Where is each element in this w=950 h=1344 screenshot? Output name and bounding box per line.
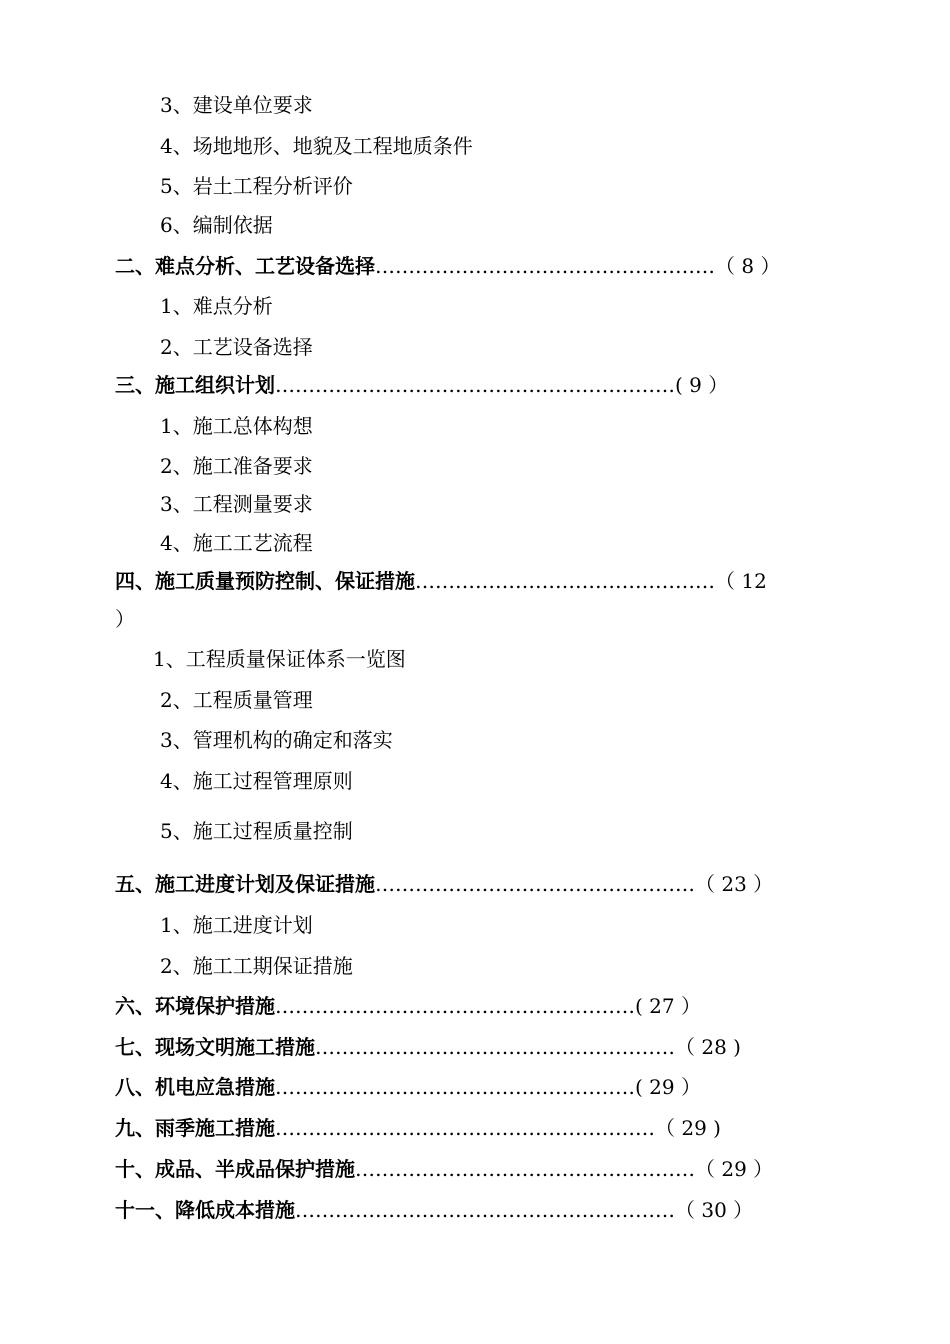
toc-item-equipment-selection	[160, 335, 313, 359]
toc-item-schedule-plan	[160, 913, 313, 937]
toc-item-organization	[160, 728, 393, 752]
toc-section-4	[115, 569, 767, 593]
toc-item-text: 4、施工工艺流程	[160, 531, 313, 555]
toc-item-text: 3、工程测量要求	[160, 492, 313, 516]
toc-page-number: ( 9 ）	[675, 373, 729, 397]
toc-leader-dots: ………………………………………………	[275, 994, 635, 1018]
toc-item-4-site-conditions	[160, 134, 473, 158]
toc-item-text: 1、难点分析	[160, 294, 273, 318]
toc-item-text: 4、施工过程管理原则	[160, 769, 353, 793]
toc-section-title: 九、雨季施工措施	[115, 1116, 275, 1140]
toc-page-number: （ 28 )	[675, 1035, 741, 1059]
toc-section-11	[115, 1198, 753, 1222]
toc-page-number: （ 29 ）	[695, 1157, 774, 1181]
toc-page-number: （ 12	[715, 569, 767, 593]
toc-page-number: （ 30 ）	[675, 1198, 754, 1222]
toc-item-text: 3、建设单位要求	[160, 93, 313, 117]
toc-item-text: 4、场地地形、地貌及工程地质条件	[160, 134, 473, 158]
toc-item-5-geotechnical-analysis	[160, 174, 353, 198]
toc-section-7	[115, 1035, 741, 1059]
toc-page-number: （ 8 ）	[715, 254, 781, 278]
toc-section-2	[115, 254, 780, 278]
toc-page-number: ）	[115, 607, 135, 631]
toc-section-3	[115, 373, 728, 397]
toc-section-title: 十、成品、半成品保护措施	[115, 1157, 355, 1181]
toc-item-process-principles	[160, 769, 353, 793]
toc-section-10	[115, 1157, 773, 1181]
toc-item-quality-system-chart	[153, 647, 406, 671]
toc-section-9	[115, 1116, 721, 1140]
toc-leader-dots: ………………………………………………	[275, 1075, 635, 1099]
toc-item-process-flow	[160, 531, 313, 555]
toc-section-6	[115, 994, 701, 1018]
toc-section-title: 十一、降低成本措施	[115, 1198, 295, 1222]
toc-item-text: 1、施工总体构想	[160, 414, 313, 438]
toc-item-text: 2、施工准备要求	[160, 454, 313, 478]
toc-section-5	[115, 872, 773, 896]
toc-page-number: （ 29 )	[655, 1116, 721, 1140]
toc-section-title: 三、施工组织计划	[115, 373, 275, 397]
toc-leader-dots: ……………………………………………	[355, 1157, 695, 1181]
toc-item-text: 1、工程质量保证体系一览图	[153, 647, 406, 671]
toc-leader-dots: ………………………………………	[415, 569, 715, 593]
toc-leader-dots: …………………………………………………	[295, 1198, 675, 1222]
toc-item-text: 5、岩土工程分析评价	[160, 174, 353, 198]
toc-item-6-basis	[160, 213, 273, 237]
toc-leader-dots: ……………………………………………	[375, 254, 715, 278]
toc-page-number-wrap	[115, 607, 135, 631]
toc-item-text: 2、施工工期保证措施	[160, 954, 353, 978]
toc-item-text: 2、工程质量管理	[160, 688, 313, 712]
toc-page-number: ( 27 ）	[635, 994, 701, 1018]
toc-item-preparation	[160, 454, 313, 478]
toc-item-process-quality-control	[160, 819, 353, 843]
toc-item-schedule-guarantee	[160, 954, 353, 978]
toc-leader-dots: ………………………………………………	[315, 1035, 675, 1059]
toc-section-title: 八、机电应急措施	[115, 1075, 275, 1099]
toc-section-8	[115, 1075, 701, 1099]
toc-leader-dots: …………………………………………	[375, 872, 695, 896]
toc-item-text: 3、管理机构的确定和落实	[160, 728, 393, 752]
toc-page-number: ( 29 ）	[635, 1075, 701, 1099]
toc-item-difficulty-analysis	[160, 294, 273, 318]
toc-item-3-client-requirements	[160, 93, 313, 117]
toc-item-overall-concept	[160, 414, 313, 438]
toc-item-survey	[160, 492, 313, 516]
toc-section-title: 六、环境保护措施	[115, 994, 275, 1018]
toc-section-title: 五、施工进度计划及保证措施	[115, 872, 375, 896]
toc-item-text: 5、施工过程质量控制	[160, 819, 353, 843]
toc-leader-dots: ……………………………………………………	[275, 373, 675, 397]
toc-item-text: 1、施工进度计划	[160, 913, 313, 937]
toc-section-title: 二、难点分析、工艺设备选择	[115, 254, 375, 278]
toc-item-text: 6、编制依据	[160, 213, 273, 237]
toc-item-text: 2、工艺设备选择	[160, 335, 313, 359]
toc-page-number: （ 23 ）	[695, 872, 774, 896]
toc-leader-dots: …………………………………………………	[275, 1116, 655, 1140]
toc-section-title: 四、施工质量预防控制、保证措施	[115, 569, 415, 593]
toc-item-quality-management	[160, 688, 313, 712]
toc-section-title: 七、现场文明施工措施	[115, 1035, 315, 1059]
